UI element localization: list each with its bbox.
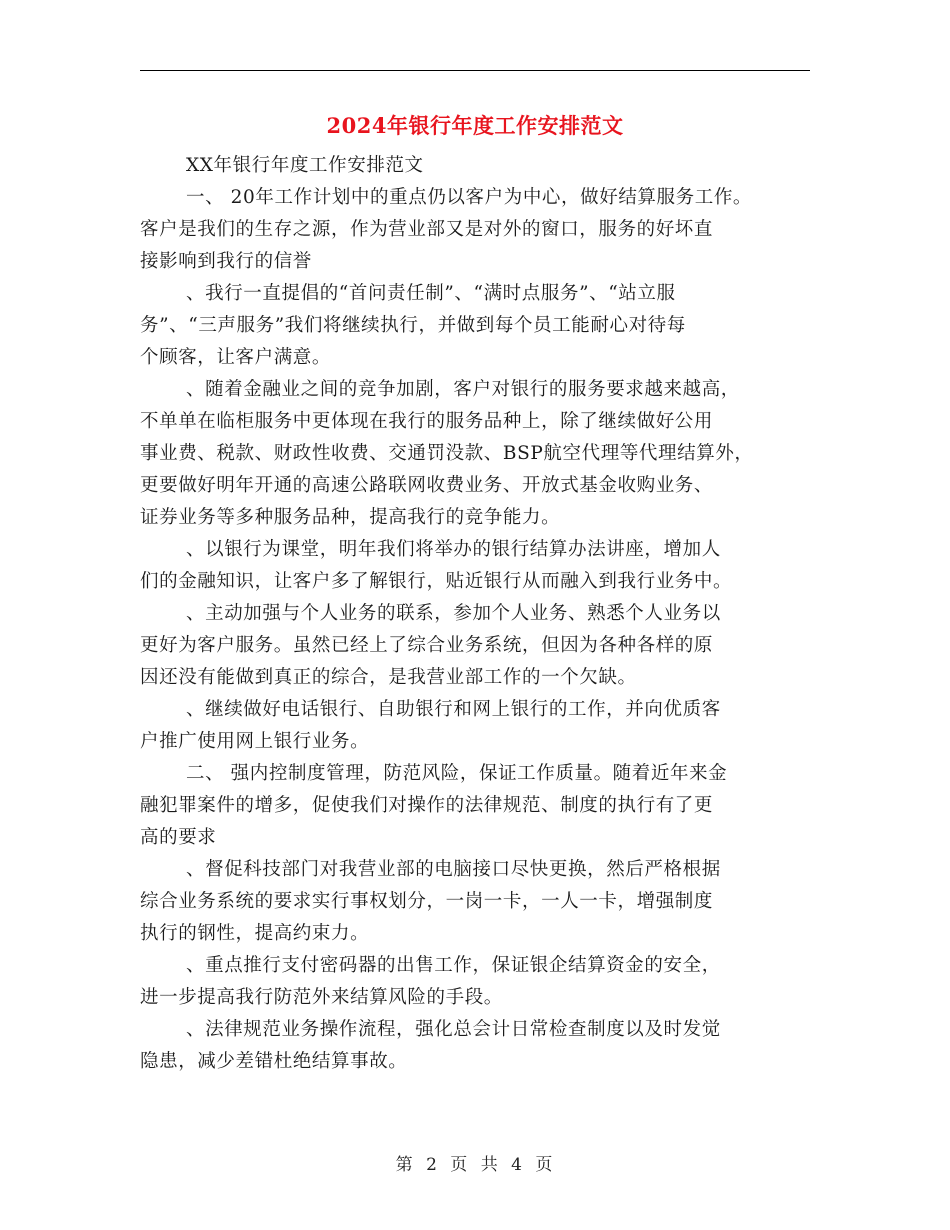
paragraph-line: 综合业务系统的要求实行事权划分，一岗一卡，一人一卡，增强制度	[140, 891, 714, 912]
paragraph-line: 高的要求	[140, 827, 217, 848]
paragraph-line: 们的金融知识，让客户多了解银行，贴近银行从而融入到我行业务中。	[140, 571, 733, 592]
header-rule	[140, 70, 810, 71]
paragraph-line: 一、 20年工作计划中的重点仍以客户为中心，做好结算服务工作。	[186, 187, 753, 208]
paragraph-line: 执行的钢性，提高约束力。	[140, 923, 370, 944]
paragraph-line: 、督促科技部门对我营业部的电脑接口尽快更换，然后严格根据	[186, 859, 721, 880]
document-title: 2024年银行年度工作安排范文	[326, 113, 624, 138]
paragraph-line: 二、 强内控制度管理，防范风险，保证工作质量。随着近年来金	[186, 763, 728, 784]
paragraph-line: 、法律规范业务操作流程，强化总会计日常检查制度以及时发觉	[186, 1019, 721, 1040]
paragraph-line: XX年银行年度工作安排范文	[186, 155, 424, 176]
paragraph-line: 更好为客户服务。虽然已经上了综合业务系统，但因为各种各样的原	[140, 635, 714, 656]
paragraph-line: 、以银行为课堂，明年我们将举办的银行结算办法讲座，增加人	[186, 539, 721, 560]
paragraph-line: 、主动加强与个人业务的联系，参加个人业务、熟悉个人业务以	[186, 603, 721, 624]
paragraph-line: 进一步提高我行防范外来结算风险的手段。	[140, 987, 503, 1008]
paragraph-line: 因还没有能做到真正的综合，是我营业部工作的一个欠缺。	[140, 667, 637, 688]
paragraph-line: 户推广使用网上银行业务。	[140, 731, 370, 752]
paragraph-line: 客户是我们的生存之源，作为营业部又是对外的窗口，服务的好坏直	[140, 219, 714, 240]
paragraph-line: 、随着金融业之间的竞争加剧，客户对银行的服务要求越来越高，	[186, 379, 740, 400]
document-body	[140, 150, 830, 1078]
paragraph-line: 隐患，减少差错杜绝结算事故。	[140, 1051, 408, 1072]
paragraph-line: 不单单在临柜服务中更体现在我行的服务品种上，除了继续做好公用	[140, 411, 714, 432]
paragraph-line: 、我行一直提倡的“首问责任制”、“满时点服务”、“站立服	[186, 283, 676, 304]
paragraph-line: 证券业务等多种服务品种，提高我行的竞争能力。	[140, 507, 561, 528]
paragraph-line: 事业费、税款、财政性收费、交通罚没款、BSP航空代理等代理结算外，	[140, 443, 754, 464]
page-footer: 第 2 页 共 4 页	[395, 1155, 555, 1175]
paragraph-line: 接影响到我行的信誉	[140, 251, 312, 272]
paragraph-line: 个顾客，让客户满意。	[140, 347, 332, 368]
paragraph-line: 务”、“三声服务”我们将继续执行，并做到每个员工能耐心对待每	[140, 315, 686, 336]
paragraph-line: 融犯罪案件的增多，促使我们对操作的法律规范、制度的执行有了更	[140, 795, 714, 816]
paragraph-line: 、重点推行支付密码器的出售工作，保证银企结算资金的安全，	[186, 955, 721, 976]
paragraph-line: 更要做好明年开通的高速公路联网收费业务、开放式基金收购业务、	[140, 475, 714, 496]
paragraph-line: 、继续做好电话银行、自助银行和网上银行的工作，并向优质客	[186, 699, 721, 720]
